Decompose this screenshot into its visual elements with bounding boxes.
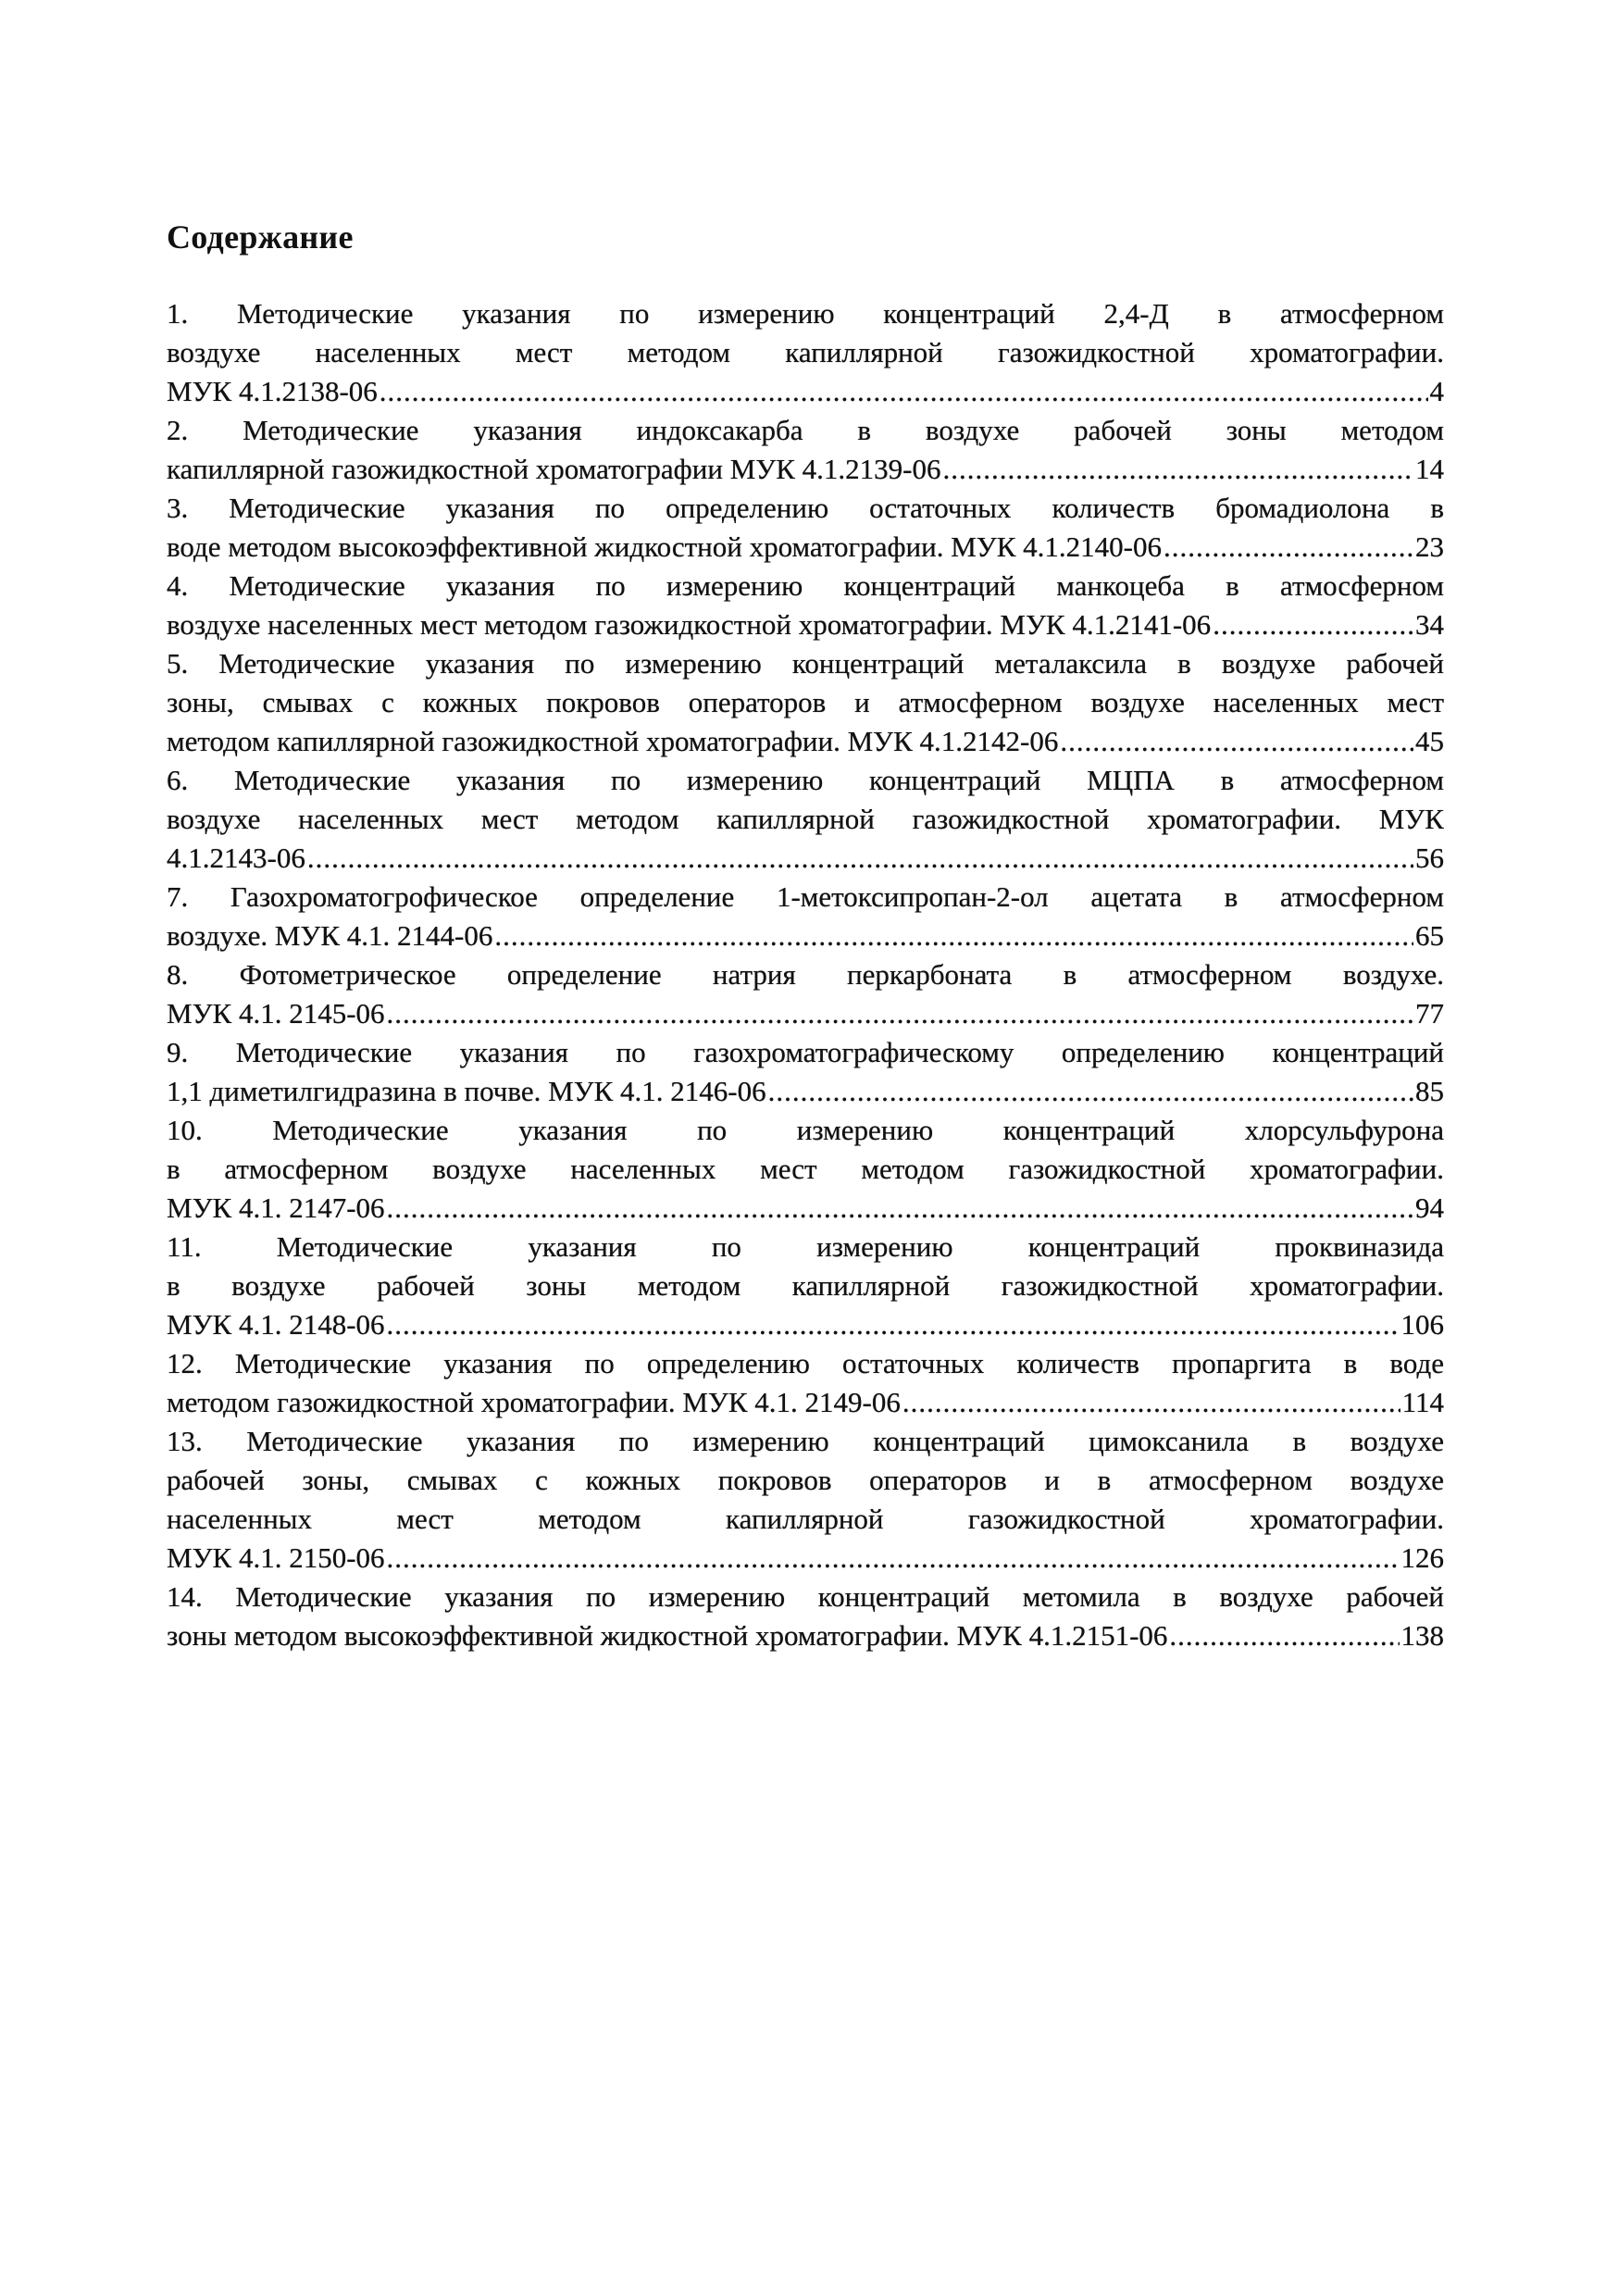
dot-leader — [380, 372, 1428, 411]
dot-leader — [387, 1189, 1413, 1228]
toc-page-number: 23 — [1415, 530, 1444, 563]
dot-leader — [768, 1072, 1413, 1111]
toc-entry-reference: МУК 4.1. 2147-06 — [167, 1192, 385, 1224]
toc-page-number: 77 — [1415, 997, 1444, 1029]
toc-page-number: 14 — [1415, 453, 1444, 485]
toc-entry-last-line — [167, 994, 1444, 1033]
dot-leader — [387, 994, 1413, 1033]
toc-entry-line: 11. Методические указания по измерению концентраций проквиназида — [167, 1230, 1444, 1263]
toc-entry-line: населенных мест методом капиллярной газожидкостной хроматографии. — [167, 1503, 1444, 1535]
toc-entry-reference: зоны методом высокоэффективной жидкостной хроматографии. МУК 4.1.2151-06 — [167, 1619, 1168, 1652]
toc-page-number: 65 — [1415, 919, 1444, 952]
toc-entry-line: в воздухе рабочей зоны методом капиллярной газожидкостной хроматографии. — [167, 1269, 1444, 1302]
toc-entry-line: 3. Методические указания по определению остаточных количеств бромадиолона в — [167, 492, 1444, 524]
toc-entry-last-line — [167, 839, 1444, 878]
toc-entry-line: в атмосферном воздухе населенных мест методом газожидкостной хроматографии. — [167, 1153, 1444, 1185]
toc-entry-reference: методом газожидкостной хроматографии. МУК 4.1. 2149-06 — [167, 1386, 901, 1418]
toc-entry — [167, 1422, 1444, 1578]
dot-leader — [1060, 722, 1413, 761]
toc-page-number: 85 — [1415, 1075, 1444, 1107]
toc-entry-last-line — [167, 1539, 1444, 1578]
toc-entry-line: зоны, смывах с кожных покровов операторов и атмосферном воздухе населенных мест — [167, 686, 1444, 718]
toc-entry — [167, 411, 1444, 489]
toc-entry-line: 1. Методические указания по измерению концентраций 2,4-Д в атмосферном — [167, 297, 1444, 330]
toc-entry — [167, 1111, 1444, 1228]
toc-entry-line: 12. Методические указания по определению остаточных количеств пропаргита в воде — [167, 1347, 1444, 1379]
toc-entry-last-line — [167, 1189, 1444, 1228]
toc-entry-line: 5. Методические указания по измерению концентраций металаксила в воздухе рабочей — [167, 647, 1444, 680]
toc-entry-line: 9. Методические указания по газохроматографическому определению концентраций — [167, 1036, 1444, 1068]
toc-entry-line: 14. Методические указания по измерению концентраций метомила в воздухе рабочей — [167, 1580, 1444, 1613]
toc-entry-line: воздухе населенных мест методом капиллярной газожидкостной хроматографии. МУК — [167, 803, 1444, 835]
toc-entry-reference: 4.1.2143-06 — [167, 842, 305, 874]
toc-entry-reference: методом капиллярной газожидкостной хроматографии. МУК 4.1.2142-06 — [167, 725, 1059, 757]
toc-page-number: 4 — [1429, 375, 1444, 407]
toc-page-number: 94 — [1415, 1192, 1444, 1224]
toc-entry — [167, 878, 1444, 955]
table-of-contents — [167, 294, 1444, 1655]
toc-entry-reference: воздухе населенных мест методом газожидкостной хроматографии. МУК 4.1.2141-06 — [167, 608, 1212, 641]
toc-entry-reference: МУК 4.1. 2150-06 — [167, 1541, 385, 1574]
toc-entry-reference: МУК 4.1.2138-06 — [167, 375, 378, 407]
toc-entry-line: 10. Методические указания по измерению концентраций хлорсульфурона — [167, 1114, 1444, 1146]
toc-entry — [167, 644, 1444, 761]
toc-entry — [167, 1228, 1444, 1344]
dot-leader — [902, 1383, 1400, 1422]
toc-page-number: 34 — [1415, 608, 1444, 641]
toc-entry-last-line — [167, 450, 1444, 489]
dot-leader — [942, 450, 1413, 489]
toc-entry-last-line — [167, 722, 1444, 761]
toc-entry-reference: воде методом высокоэффективной жидкостной хроматографии. МУК 4.1.2140-06 — [167, 530, 1162, 563]
toc-entry-last-line — [167, 372, 1444, 411]
toc-entry-line: 7. Газохроматогрофическое определение 1-метоксипропан-2-ол ацетата в атмосферном — [167, 880, 1444, 913]
toc-entry-line: 2. Методические указания индоксакарба в воздухе рабочей зоны методом — [167, 414, 1444, 446]
toc-entry-line: воздухе населенных мест методом капиллярной газожидкостной хроматографии. — [167, 336, 1444, 368]
dot-leader — [307, 839, 1413, 878]
toc-entry — [167, 294, 1444, 411]
toc-entry-last-line — [167, 528, 1444, 567]
toc-entry — [167, 761, 1444, 878]
toc-entry-reference: воздухе. МУК 4.1. 2144-06 — [167, 919, 493, 952]
dot-leader — [1169, 1616, 1399, 1655]
toc-page-number: 45 — [1415, 725, 1444, 757]
toc-entry-last-line — [167, 1072, 1444, 1111]
toc-entry — [167, 489, 1444, 567]
toc-entry-line: 6. Методические указания по измерению концентраций МЦПА в атмосферном — [167, 764, 1444, 796]
dot-leader — [1213, 605, 1413, 644]
toc-page-number: 126 — [1400, 1541, 1444, 1574]
toc-entry — [167, 1578, 1444, 1655]
toc-page-number: 138 — [1400, 1619, 1444, 1652]
toc-entry-reference: 1,1 диметилгидразина в почве. МУК 4.1. 2146-06 — [167, 1075, 766, 1107]
toc-entry-last-line — [167, 605, 1444, 644]
toc-entry-reference: МУК 4.1. 2145-06 — [167, 997, 385, 1029]
toc-page-number: 106 — [1400, 1308, 1444, 1341]
dot-leader — [1164, 528, 1413, 567]
toc-entry — [167, 567, 1444, 644]
toc-entry-line: 8. Фотометрическое определение натрия перкарбоната в атмосферном воздухе. — [167, 958, 1444, 991]
toc-entry-line: рабочей зоны, смывах с кожных покровов операторов и в атмосферном воздухе — [167, 1464, 1444, 1496]
toc-entry-last-line — [167, 1383, 1444, 1422]
toc-page-number: 114 — [1401, 1386, 1444, 1418]
toc-entry-reference: МУК 4.1. 2148-06 — [167, 1308, 385, 1341]
toc-entry — [167, 955, 1444, 1033]
contents-heading: Содержание — [167, 218, 354, 256]
dot-leader — [387, 1305, 1400, 1344]
toc-entry-last-line — [167, 1305, 1444, 1344]
toc-entry-reference: капиллярной газожидкостной хроматографии МУК 4.1.2139-06 — [167, 453, 941, 485]
toc-entry — [167, 1344, 1444, 1422]
toc-entry-line: 4. Методические указания по измерению концентраций манкоцеба в атмосферном — [167, 569, 1444, 602]
toc-entry-last-line — [167, 1616, 1444, 1655]
toc-entry-last-line — [167, 917, 1444, 955]
dot-leader — [494, 917, 1413, 955]
toc-entry — [167, 1033, 1444, 1111]
dot-leader — [387, 1539, 1400, 1578]
toc-page-number: 56 — [1415, 842, 1444, 874]
toc-entry-line: 13. Методические указания по измерению концентраций цимоксанила в воздухе — [167, 1425, 1444, 1457]
